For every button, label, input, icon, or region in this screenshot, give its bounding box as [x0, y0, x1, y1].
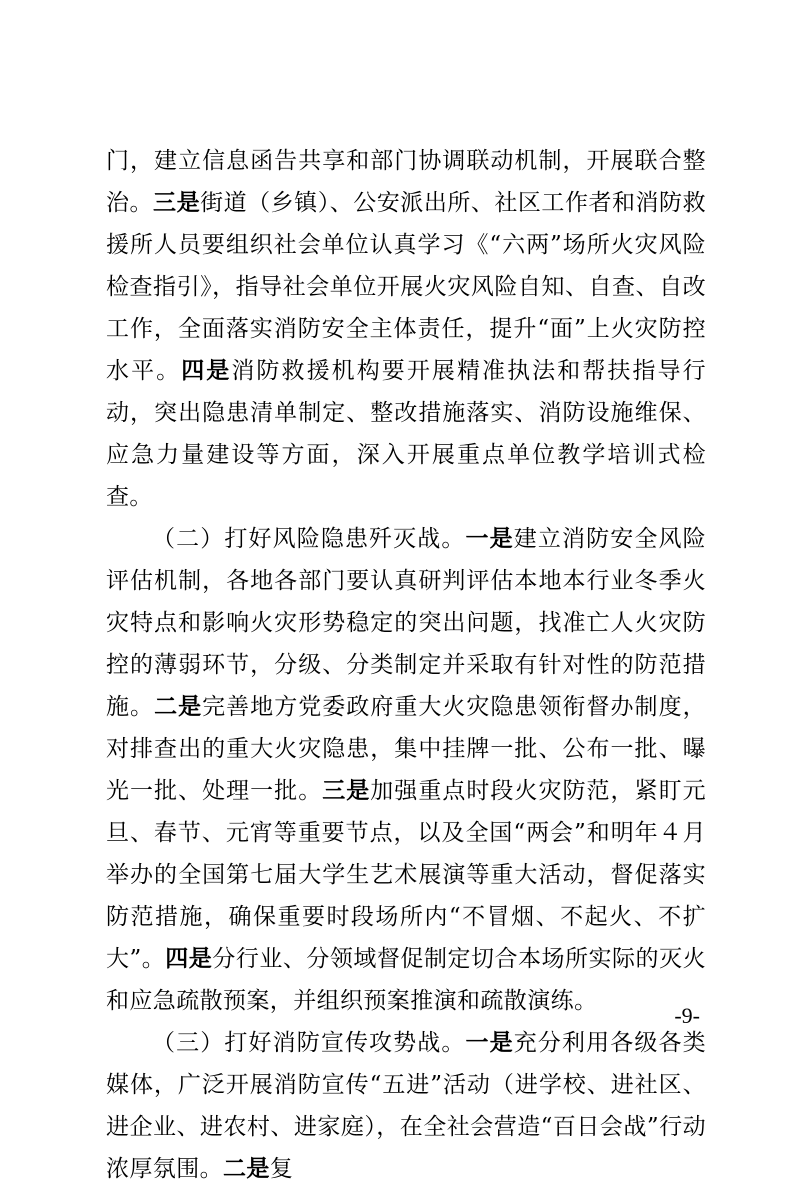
- emphasis-run: 一是: [465, 1029, 514, 1056]
- text-run: 复: [269, 1156, 294, 1182]
- paragraph-1: [106, 140, 706, 518]
- emphasis-run: 二是: [223, 1155, 270, 1182]
- paragraph-2: [106, 518, 706, 1022]
- text-run: 完善地方党委政府重大火灾隐患领衔督办制度，对排查出的重大火灾隐患，集中挂牌一批、公布一批、曝光一批、处理一批。: [106, 694, 706, 804]
- text-run: 门，建立信息函告共享和部门协调联动机制，开展联合整治。: [106, 148, 706, 216]
- section-heading-run: （二）打好风险隐患歼灭战。: [152, 526, 466, 552]
- emphasis-run: 一是: [465, 525, 514, 552]
- emphasis-run: 四是: [181, 357, 232, 384]
- emphasis-run: 三是: [153, 189, 201, 216]
- text-run: 分行业、分领域督促制定切合本场所实际的灭火和应急疏散预案，并组织预案推演和疏散演练。: [106, 946, 706, 1014]
- page-number: -9-: [674, 1003, 700, 1028]
- emphasis-run: 三是: [322, 777, 371, 804]
- text-run: 充分利用各级各类媒体，广泛开展消防宣传“五进”活动（进学校、进社区、进企业、进农村、进家庭），在全社会营造“百日会战”行动浓厚氛围。: [106, 1030, 707, 1182]
- emphasis-run: 二是: [154, 693, 203, 720]
- text-run: 消防救援机构要开展精准执法和帮扶指导行动，突出隐患清单制定、整改措施落实、消防设施维保、应急力量建设等方面，深入开展重点单位教学培训式检查。: [106, 358, 706, 510]
- paragraph-3: [106, 1022, 706, 1190]
- emphasis-run: 四是: [165, 945, 213, 972]
- document-body: [106, 140, 706, 1190]
- section-heading-run: （三）打好消防宣传攻势战。: [152, 1030, 466, 1056]
- text-run: 街道（乡镇）、公安派出所、社区工作者和消防救援所人员要组织社会单位认真学习《“六两”场所火灾风险检查指引》，指导社会单位开展火灾风险自知、自查、自改工作，全面落实消防安全主体责任，提升“面”上火灾防控水平。: [106, 190, 706, 384]
- text-run: 加强重点时段火灾防范，紧盯元旦、春节、元宵等重要节点，以及全国“两会”和明年４月举办的全国第七届大学生艺术展演等重大活动，督促落实防范措施，确保重要时段场所内“不冒烟、不起火、不扩大”。: [106, 778, 706, 972]
- text-run: 建立消防安全风险评估机制，各地各部门要认真研判评估本地本行业冬季火灾特点和影响火灾形势稳定的突出问题，找准亡人火灾防控的薄弱环节，分级、分类制定并采取有针对性的防范措施。: [106, 526, 707, 720]
